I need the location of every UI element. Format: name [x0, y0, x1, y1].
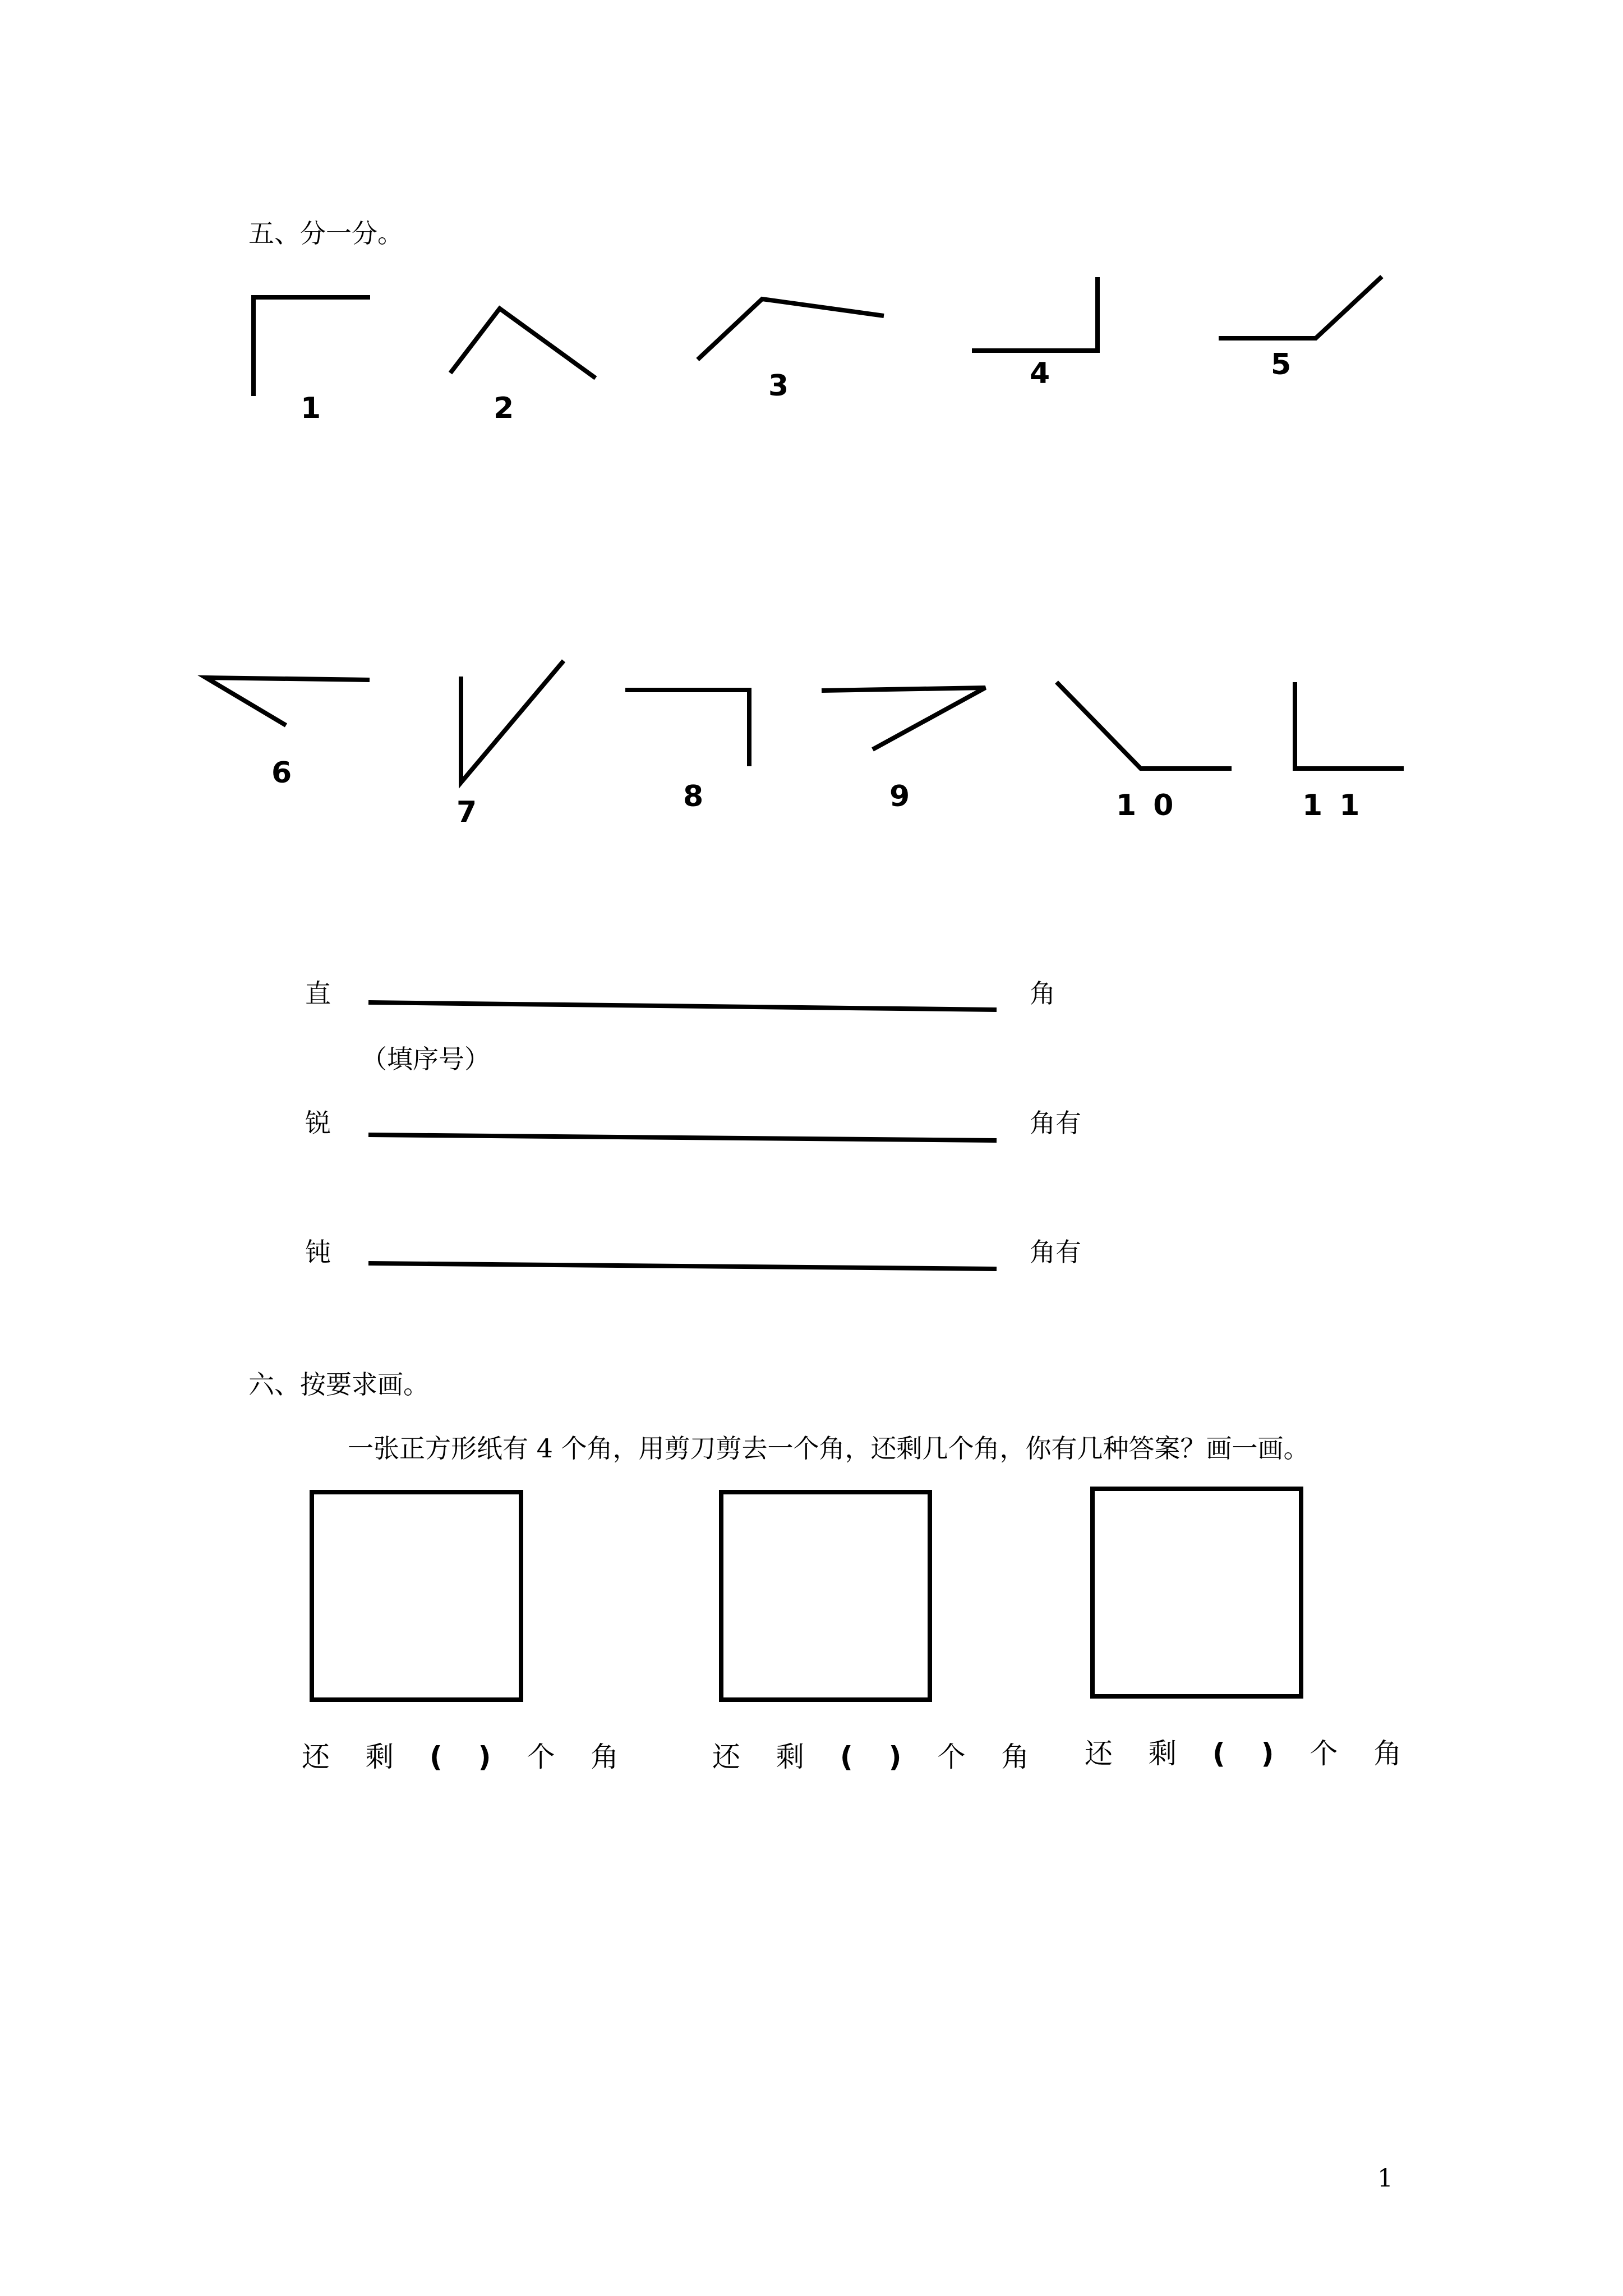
row-obtuse-suffix: 角有: [1030, 1237, 1081, 1267]
square-2[interactable]: [721, 1492, 930, 1700]
square-2-caption: [712, 1734, 1043, 1775]
caption-after: 个 角: [527, 1741, 633, 1773]
caption-close-paren: ): [478, 1741, 505, 1773]
angle-label-1: 1: [301, 392, 321, 425]
caption-before: 还 剩: [302, 1741, 407, 1773]
angle-label-6: 6: [271, 756, 292, 790]
angle-7: [461, 661, 564, 783]
answer-line-obtuse[interactable]: [368, 1263, 997, 1269]
row-acute-suffix: 角有: [1030, 1108, 1081, 1138]
section-6-instruction: 一张正方形纸有 4 个角，用剪刀剪去一个角，还剩几个角，你有几种答案？画一画。: [348, 1433, 1310, 1464]
square-1-caption: [302, 1734, 632, 1775]
angle-10: [1057, 682, 1232, 769]
caption-close-paren: ): [888, 1741, 915, 1773]
angle-9: [822, 688, 985, 749]
caption-close-paren: ): [1261, 1737, 1288, 1770]
angle-2: [450, 309, 596, 378]
caption-after: 个 角: [1310, 1737, 1415, 1770]
fill-number-hint: （填序号）: [361, 1044, 490, 1074]
angle-label-8: 8: [683, 780, 704, 813]
angle-label-3: 3: [768, 369, 789, 403]
section-6-heading: 六、按要求画。: [248, 1369, 429, 1400]
angle-label-11: 1 1: [1302, 789, 1360, 822]
square-3-caption: [1085, 1731, 1415, 1772]
caption-open-paren: (: [840, 1741, 866, 1773]
angle-label-7: 7: [457, 795, 477, 829]
row-right-suffix: 角: [1030, 978, 1055, 1009]
angle-4: [972, 277, 1098, 351]
row-right-prefix: 直: [305, 978, 331, 1009]
angle-8: [625, 690, 749, 766]
caption-before: 还 剩: [1085, 1737, 1190, 1770]
caption-open-paren: (: [1212, 1737, 1239, 1770]
square-3[interactable]: [1092, 1489, 1301, 1696]
angle-11: [1295, 682, 1404, 769]
angle-5: [1219, 277, 1382, 338]
row-acute-prefix: 锐: [305, 1108, 331, 1138]
section-5-heading: 五、分一分。: [248, 218, 403, 249]
answer-line-right[interactable]: [368, 1002, 997, 1010]
caption-before: 还 剩: [712, 1741, 818, 1773]
angle-label-4: 4: [1030, 357, 1050, 390]
angle-label-9: 9: [889, 780, 910, 813]
angle-label-5: 5: [1271, 348, 1292, 381]
angle-3: [698, 299, 884, 360]
angle-6: [206, 678, 370, 725]
angle-1: [253, 297, 370, 396]
caption-after: 个 角: [937, 1741, 1043, 1773]
page-number: 1: [1377, 2164, 1393, 2193]
row-obtuse-prefix: 钝: [305, 1237, 331, 1267]
caption-open-paren: (: [429, 1741, 456, 1773]
angle-label-10: 1 0: [1116, 789, 1174, 822]
answer-line-acute[interactable]: [368, 1135, 997, 1140]
square-1[interactable]: [312, 1492, 521, 1700]
angle-label-2: 2: [494, 392, 514, 425]
